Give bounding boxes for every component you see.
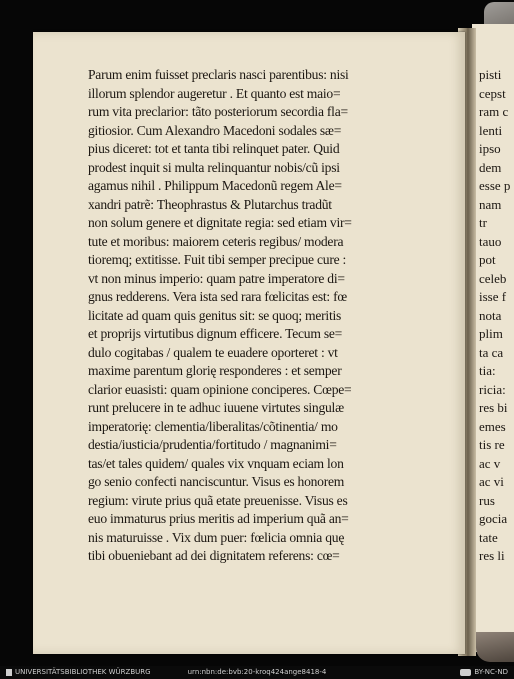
text-line: gnus redderens. Vera ista sed rara fœlicitas est: fœ — [88, 289, 347, 304]
facing-text-line: ac v — [479, 455, 501, 471]
facing-text-line: tate — [479, 529, 498, 545]
text-line: maxime parentum glorię responderes : et semper — [88, 363, 342, 378]
facing-text-line: tia: — [479, 363, 496, 378]
text-line: xandri patrẽ: Theophrastus & Plutarchus tradũt — [88, 196, 332, 212]
text-line: imperatorię: clementia/liberalitas/cõtinentia/ mo — [88, 418, 338, 434]
facing-text-line: celeb — [479, 270, 507, 286]
text-line: pius diceret: tot et tanta tibi relinquet pater. Quid — [88, 141, 340, 156]
text-line: nis maturuisse . Vix dum puer: fœlicia omnia quę — [88, 529, 345, 545]
text-line: tute et moribus: maiorem ceteris regibus/ modera — [88, 233, 344, 249]
text-line: runt prelucere in te adhuc iuuene virtutes singulæ — [88, 400, 344, 415]
facing-text-line: emes — [479, 418, 506, 434]
text-line: go senio confecti nanciscuntur. Visus es honorem — [88, 474, 345, 489]
facing-text-line: ta ca — [479, 344, 504, 360]
text-line: illorum splendor augeretur . Et quanto est maio= — [88, 85, 341, 101]
text-line: agamus nihil . Philippum Macedonũ regem Ale= — [88, 178, 342, 193]
facing-text-line: pot — [479, 252, 496, 267]
facing-text-line: isse f — [479, 289, 507, 304]
text-line: gitiosior. Cum Alexandro Macedoni sodales sæ= — [88, 122, 342, 138]
text-line: prodest inquit si multa relinquantur nobis/cũ ipsi — [88, 159, 340, 175]
urn-identifier: urn:nbn:de:bvb:20-kroq424ange8418-4 — [187, 668, 327, 676]
book-spine-bottom — [476, 632, 514, 662]
text-line: regium: virute prius quã etate preuenisse. Visus es — [88, 492, 348, 508]
facing-text-line: nota — [479, 307, 502, 323]
library-name: UNIVERSITÄTSBIBLIOTHEK WÜRZBURG — [15, 668, 151, 676]
facing-text-line: plim — [479, 326, 503, 341]
facing-text-line: tis re — [479, 437, 505, 452]
text-line: vt non minus imperio: quam patre imperatore di= — [88, 270, 345, 286]
facing-text-line: esse p — [479, 178, 511, 193]
text-line: rum vita preclarior: tãto posteriorum secordia fla= — [88, 104, 348, 119]
facing-text-line: lenti — [479, 122, 503, 138]
text-line: Parum enim fuisset preclaris nasci parentibus: nisi — [88, 67, 349, 82]
cc-icon — [460, 669, 471, 676]
facing-text-line: ricia: — [479, 381, 506, 397]
text-line: tioremq; extitisse. Fuit tibi semper precipue cure : — [88, 252, 347, 267]
facing-text-line: tauo — [479, 233, 502, 249]
facing-text-line: tr — [479, 215, 487, 230]
viewer-footer — [0, 666, 514, 679]
text-line: clarior euasisti: quam opinione conciperes. Cœpe= — [88, 381, 352, 397]
text-line: euo immaturus prius meritis ad imperium quã an= — [88, 511, 349, 526]
page-text — [88, 66, 460, 566]
facing-text-line: gocia — [479, 511, 508, 526]
facing-text-line: nam — [479, 196, 502, 212]
facing-text-line: pisti — [479, 67, 502, 82]
text-line: tas/et tales quidem/ quales vix vnquam eciam lon — [88, 455, 344, 471]
license-badge[interactable] — [460, 666, 508, 679]
text-line: non solum genere et dignitate regia: sed etiam vir= — [88, 215, 352, 230]
facing-text-line: cepst — [479, 85, 506, 101]
text-line: et proprijs virtutibus dignum efficere. Tecum se= — [88, 326, 343, 341]
facing-text-line: res li — [479, 548, 505, 563]
facing-text-line: dem — [479, 159, 502, 175]
facing-text-line: res bi — [479, 400, 508, 415]
facing-text-line: rus — [479, 492, 495, 508]
facing-text-line: ram c — [479, 104, 509, 119]
text-line: licitate ad quam quis genitus sit: se quoq; meritis — [88, 307, 342, 323]
facing-page-text — [479, 66, 514, 566]
text-line: destia/iusticia/prudentia/fortitudo / magnanimi= — [88, 437, 337, 452]
text-line: tibi obueniebant ad dei dignitatem referens: cœ= — [88, 548, 340, 563]
text-line: dulo cogitabas / qualem te euadere oporteret : vt — [88, 344, 338, 360]
facing-text-line: ac vi — [479, 474, 504, 489]
license-label: BY-NC-ND — [474, 668, 508, 676]
facing-text-line: ipso — [479, 141, 501, 156]
